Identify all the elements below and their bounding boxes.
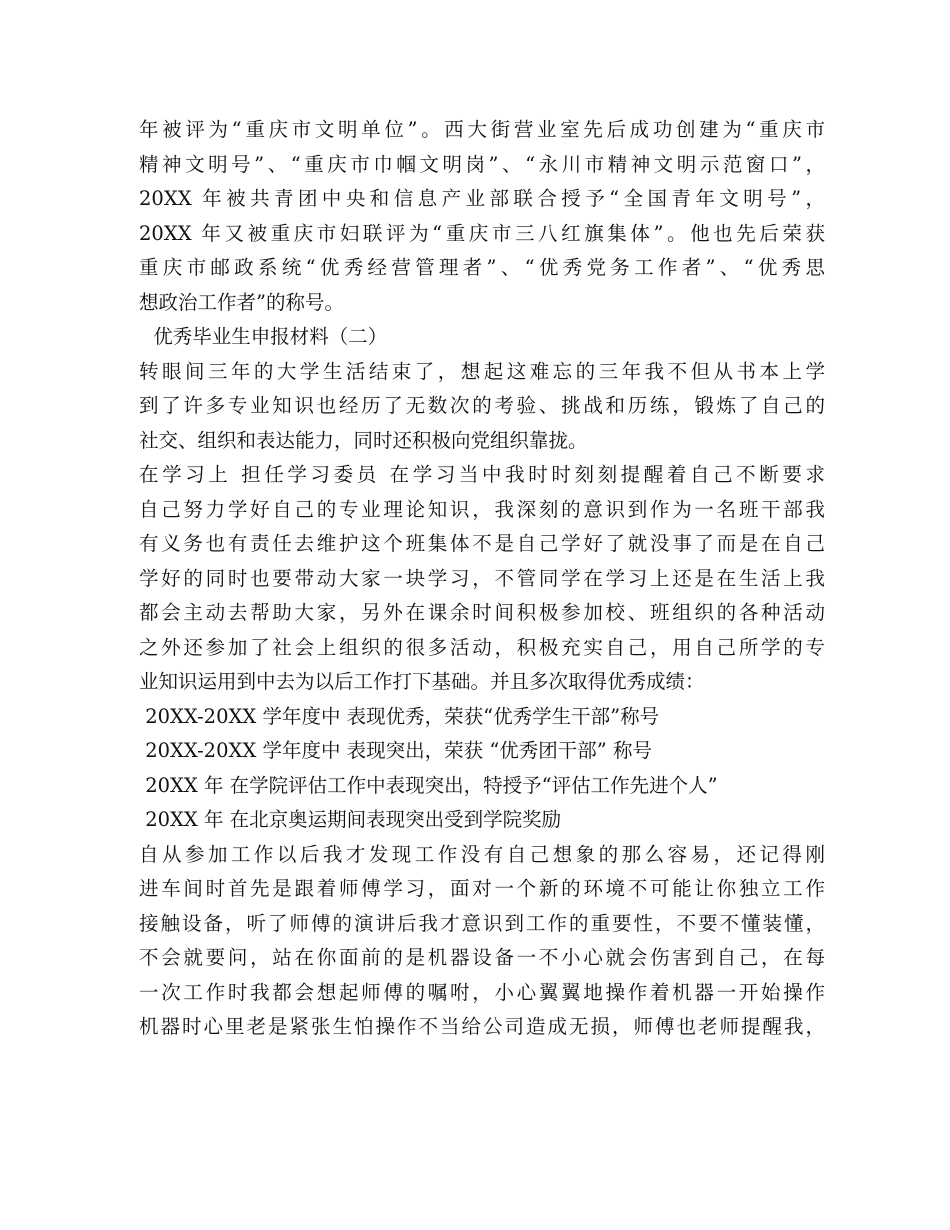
text-line: 都会主动去帮助大家，另外在课余时间积极参加校、班组织的各种活动 [139,601,825,624]
text-line: 业知识运用到中去为以后工作打下基础。并且多次取得优秀成绩： [139,670,705,693]
text-line: 机器时心里老是紧张生怕操作不当给公司造成无损，师傅也老师提醒我， [139,1015,825,1038]
award-line: 20XX-20XX 学年度中 表现优秀，荣获“优秀学生干部”称号 [139,704,660,728]
text-line: 学好的同时也要带动大家一块学习，不管同学在学习上还是在生活上我 [139,566,825,590]
award-line: 20XX 年 在北京奥运期间表现突出受到学院奖励 [139,808,562,831]
text-line: 到了许多专业知识也经历了无数次的考验、挑战和历练，锻炼了自己的 [139,394,825,417]
text-line: 自从参加工作以后我才发现工作没有自己想象的那么容易，还记得刚 [139,842,825,866]
award-line: 20XX 年 在学院评估工作中表现突出，特授予“评估工作先进个人” [139,773,718,797]
text-line: 精神文明号”、“重庆市巾帼文明岗”、“永川市精神文明示范窗口”， [139,152,825,176]
text-line: 想政治工作者”的称号。 [139,290,344,314]
text-line: 有义务也有责任去维护这个班集体不是自己学好了就没事了而是在自己 [139,532,825,555]
text-line: 进车间时首先是跟着师傅学习，面对一个新的环境不可能让你独立工作 [139,877,825,900]
text-line: 20XX 年又被重庆市妇联评为“重庆市三八红旗集体”。他也先后荣获 [139,221,825,245]
text-line: 转眼间三年的大学生活结束了，想起这难忘的三年我不但从书本上学 [139,359,825,383]
text-line: 20XX 年被共青团中央和信息产业部联合授予“全国青年文明号”， [139,187,825,210]
text-line: 自己努力学好自己的专业理论知识，我深刻的意识到作为一名班干部我 [139,497,825,521]
section-heading: 优秀毕业生申报材料（二） [147,325,388,348]
text-line: 重庆市邮政系统“优秀经营管理者”、“优秀党务工作者”、“优秀思 [139,256,825,279]
award-line: 20XX-20XX 学年度中 表现突出，荣获 “优秀团干部” 称号 [139,739,652,762]
document-body [139,113,825,1045]
text-line: 一次工作时我都会想起师傅的嘱咐，小心翼翼地操作着机器一开始操作 [139,980,825,1004]
text-line: 接触设备，听了师傅的演讲后我才意识到工作的重要性，不要不懂装懂， [139,911,825,935]
text-line: 在学习上 担任学习委员 在学习当中我时时刻刻提醒着自己不断要求 [139,463,825,486]
text-line: 之外还参加了社会上组织的很多活动，积极充实自己，用自己所学的专 [139,635,825,659]
text-line: 不会就要问，站在你面前的是机器设备一不小心就会伤害到自己，在每 [139,946,825,969]
text-line: 年被评为“重庆市文明单位”。西大街营业室先后成功创建为“重庆市 [139,118,825,141]
text-line: 社交、组织和表达能力，同时还积极向党组织靠拢。 [139,428,588,452]
